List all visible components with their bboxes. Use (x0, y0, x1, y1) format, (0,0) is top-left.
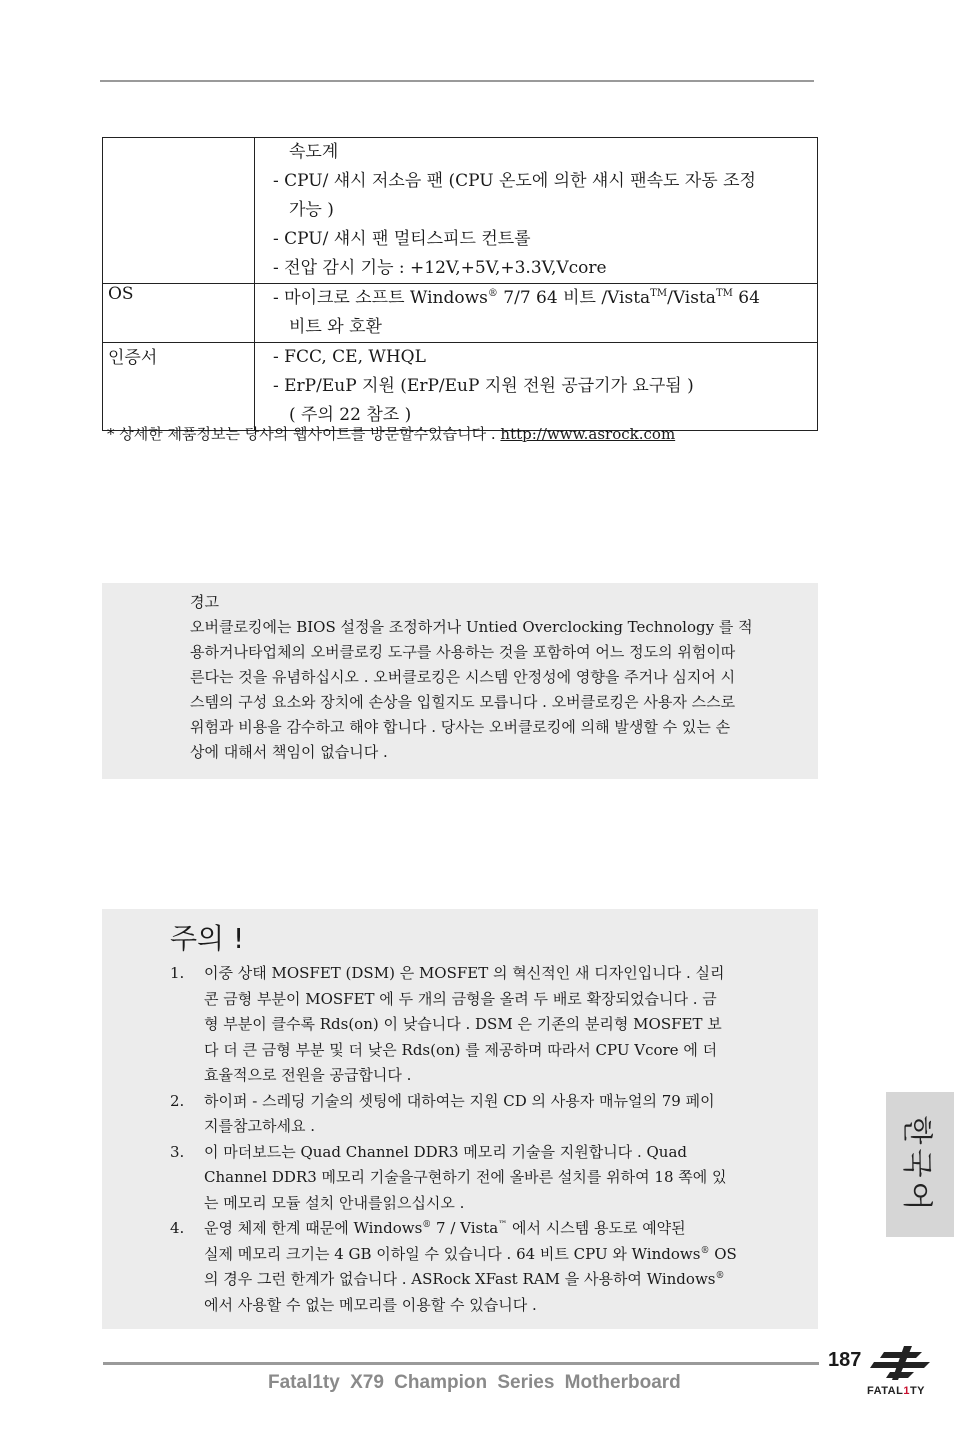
note-line: Channel DDR3 메모리 기술을구현하기 전에 올바른 설치를 위하여 18 쪽에 있 (204, 1168, 727, 1186)
spec-label-cert: 인증서 (103, 343, 255, 431)
registered-mark: ® (715, 1271, 725, 1281)
note-line: 콘 금형 부분이 MOSFET 에 두 개의 금형을 올려 두 배로 확장되었습니다 . 금 (204, 989, 717, 1008)
trademark-mark: TM (715, 288, 733, 299)
note-text: 운영 체제 한계 때문에 Windows (204, 1219, 423, 1237)
spec-content (255, 138, 818, 284)
note-title: 주의 ! (170, 922, 245, 955)
warning-line: 른다는 것을 유념하십시오 . 오버클로킹은 시스템 안정성에 영향을 주거나 심지어 시 (190, 668, 736, 686)
note-line: 에서 사용할 수 없는 메모리를 이용할 수 있습니다 . (204, 1295, 537, 1314)
spec-line: - CPU/ 섀시 팬 멀티스피드 컨트롤 (273, 229, 531, 249)
spec-line: ( 주의 22 참조 ) (289, 405, 412, 425)
warning-line: 상에 대해서 책임이 없습니다 . (190, 743, 388, 761)
note-list (170, 961, 815, 1318)
spec-row-fan (103, 138, 818, 284)
spec-text: 7/7 64 비트 /Vista (497, 288, 651, 308)
fatal1ty-logo-mark (870, 1346, 930, 1380)
spec-text: /Vista (667, 288, 716, 308)
spec-table (102, 137, 818, 431)
note-line: 이 마더보드는 Quad Channel DDR3 메모리 기술을 지원합니다 . Quad (204, 1142, 687, 1161)
warning-line: 위험과 비용을 감수하고 해야 합니다 . 당사는 오버클로킹에 의해 발생할 수 있는 손 (190, 718, 731, 736)
warning-box (102, 583, 818, 779)
spec-line: - ErP/EuP 지원 (ErP/EuP 지원 전원 공급기가 요구됨 ) (273, 376, 694, 396)
registered-mark: ® (487, 288, 498, 299)
footer-title: Fatal1ty X79 Champion Series Motherboard (268, 1372, 681, 1393)
spec-row-cert (103, 343, 818, 431)
spec-line (255, 284, 817, 313)
registered-mark: ® (700, 1245, 710, 1256)
footnote-text: * 상세한 제품정보는 당사의 웹사이트를 방문할수있습니다 . (107, 425, 501, 443)
spec-label-os: OS (103, 284, 255, 343)
note-number: 1. (170, 964, 185, 982)
trademark-mark: ™ (498, 1220, 508, 1230)
spec-line: 속도계 (289, 142, 339, 162)
trademark-mark: TM (650, 288, 668, 299)
warning-line: 스템의 구성 요소와 장치에 손상을 입힐지도 모릅니다 . 오버클로킹은 사용자 스스로 (190, 693, 736, 711)
language-tab (886, 1092, 954, 1237)
note-text: 7 / Vista (431, 1219, 499, 1237)
warning-line: 용하거나타업체의 오버클로킹 도구를 사용하는 것을 포함하여 어느 정도의 위험이따 (190, 643, 736, 661)
note-text: 에서 시스템 용도로 예약된 (507, 1219, 686, 1237)
footnote (107, 423, 675, 444)
spec-line: - CPU/ 섀시 저소음 팬 (CPU 온도에 의한 섀시 팬속도 자동 조정 (273, 171, 756, 191)
language-tab-label: 한국어 (899, 1115, 934, 1214)
spec-text: 64 (732, 288, 760, 308)
note-number: 4. (170, 1219, 185, 1237)
page-number: 187 (828, 1349, 862, 1371)
note-line: 하이퍼 - 스레딩 기술의 셋팅에 대하여는 지원 CD 의 사용자 매뉴얼의 79 페이 (204, 1091, 715, 1110)
top-rule (100, 80, 814, 82)
note-item-2 (170, 1089, 815, 1140)
bottom-rule (103, 1362, 819, 1365)
note-line (204, 1242, 815, 1268)
note-line: 다 더 큰 금형 부분 및 더 낮은 Rds(on) 를 제공하며 따라서 CPU Vcore 에 더 (204, 1040, 718, 1059)
note-line (204, 1267, 815, 1293)
note-text: OS (709, 1244, 737, 1263)
warning-body (190, 615, 814, 765)
registered-mark: ® (422, 1220, 432, 1230)
spec-row-os (103, 284, 818, 343)
fatal1ty-logo-wordmark: FATAL1TY (867, 1385, 925, 1397)
warning-title: 경고 (190, 593, 219, 611)
asrock-website-link[interactable]: http://www.asrock.com (500, 425, 676, 443)
spec-content (255, 343, 818, 431)
note-text: 의 경우 그런 한계가 없습니다 . ASRock XFast RAM 을 사용하여 Windows (204, 1270, 716, 1288)
spec-label (103, 138, 255, 284)
spec-line: - 전압 감시 기능 : +12V,+5V,+3.3V,Vcore (273, 258, 607, 278)
spec-line: 가능 ) (289, 200, 334, 220)
spec-line: - FCC, CE, WHQL (273, 347, 426, 367)
note-number: 2. (170, 1091, 185, 1110)
spec-text: - 마이크로 소프트 Windows (273, 288, 488, 308)
fatal1ty-logo (864, 1344, 946, 1400)
note-item-3 (170, 1140, 815, 1217)
note-line: 지를참고하세요 . (204, 1117, 315, 1135)
note-line: 는 메모리 모듈 설치 안내를읽으십시오 . (204, 1193, 465, 1212)
warning-line: 오버클로킹에는 BIOS 설정을 조정하거나 Untied Overclocking Technology 를 적 (190, 618, 753, 636)
note-line (204, 1216, 815, 1242)
spec-line: 비트 와 호환 (289, 317, 382, 337)
note-line: 이중 상태 MOSFET (DSM) 은 MOSFET 의 혁신적인 새 디자인입니다 . 실리 (204, 964, 725, 982)
note-line: 효율적으로 전원을 공급합니다 . (204, 1066, 412, 1084)
spec-content (255, 284, 818, 343)
note-item-1 (170, 961, 815, 1089)
note-number: 3. (170, 1142, 185, 1161)
note-item-4 (170, 1216, 815, 1318)
note-text: 실제 메모리 크기는 4 GB 이하일 수 있습니다 . 64 비트 CPU 와 Windows (204, 1244, 701, 1263)
note-line: 형 부분이 클수록 Rds(on) 이 낮습니다 . DSM 은 기존의 분리형 MOSFET 보 (204, 1015, 722, 1033)
note-box (102, 909, 818, 1329)
